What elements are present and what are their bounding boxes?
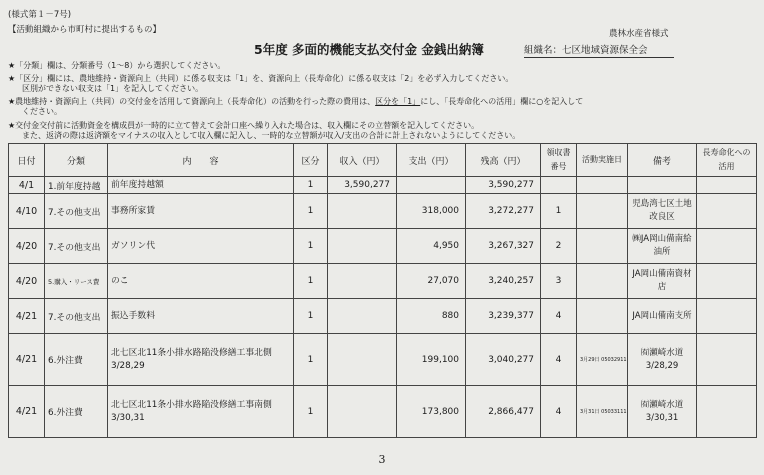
- col-activity-date: 活動実施日: [577, 144, 628, 177]
- row-date: 4/20: [9, 264, 45, 299]
- row-content: 北七区北11条小排水路陥没修繕工事南側3/30,31: [108, 386, 294, 438]
- row-income: [328, 299, 397, 334]
- row-income: [328, 334, 397, 386]
- row-activity-date: [577, 264, 628, 299]
- row-receipt-no: 3: [541, 264, 577, 299]
- row-activity-date: [577, 194, 628, 229]
- row-division: 1: [294, 229, 328, 264]
- row-balance: 3,239,377: [466, 299, 541, 334]
- page-number: 3: [378, 453, 386, 466]
- ministry-format: 農林水産省様式: [609, 29, 669, 39]
- row-expense: 4,950: [397, 229, 466, 264]
- row-expense: 318,000: [397, 194, 466, 229]
- note-advance-sub: また、返済の際は返済額をマイナスの収入として収入欄に記入し、一時的な立替額が収入/支出の合計に計上されないようにしてください。: [22, 131, 521, 140]
- organization: [524, 42, 674, 58]
- row-division: 1: [294, 264, 328, 299]
- row-category: 7.その他支出: [45, 229, 108, 264]
- row-expense: 880: [397, 299, 466, 334]
- row-balance: 3,272,277: [466, 194, 541, 229]
- row-balance: 3,240,257: [466, 264, 541, 299]
- row-category: 5.購入・リース費: [45, 264, 108, 299]
- row-content: のこ: [108, 264, 294, 299]
- row-income: [328, 386, 397, 438]
- row-category: 7.その他支出: [45, 299, 108, 334]
- row-balance: 3,040,277: [466, 334, 541, 386]
- table-row: [9, 264, 757, 299]
- row-date: 4/21: [9, 299, 45, 334]
- note-category: ★「分類」欄は、分類番号（1～8）から選択してください。: [8, 61, 226, 70]
- col-content: 内 容: [108, 144, 294, 177]
- note-division-sub: 区別ができない収支は「1」を記入してください。: [22, 84, 204, 93]
- row-longevity: [697, 264, 757, 299]
- row-receipt-no: 2: [541, 229, 577, 264]
- row-content: 前年度持越額: [108, 177, 294, 194]
- note-longevity-underline: 区分を「1」: [375, 97, 421, 106]
- row-longevity: [697, 229, 757, 264]
- row-category: 1.前年度持越: [45, 177, 108, 194]
- row-category: 7.その他支出: [45, 194, 108, 229]
- row-receipt-no: 1: [541, 194, 577, 229]
- row-content: 振込手数料: [108, 299, 294, 334]
- row-remarks: 児島湾七区土地改良区: [628, 194, 697, 229]
- table-row: [9, 229, 757, 264]
- row-balance: 3,267,327: [466, 229, 541, 264]
- table-row: [9, 386, 757, 438]
- row-remarks: ㈱JA岡山備南給油所: [628, 229, 697, 264]
- row-category: 6.外注費: [45, 334, 108, 386]
- row-longevity: [697, 194, 757, 229]
- row-longevity: [697, 299, 757, 334]
- row-date: 4/21: [9, 386, 45, 438]
- note-longevity: [8, 97, 583, 107]
- header-row: [9, 144, 757, 177]
- row-receipt-no: 4: [541, 334, 577, 386]
- col-longevity: 長寿命化への活用: [697, 144, 757, 177]
- row-remarks: ㈲瀬崎水道3/30,31: [628, 386, 697, 438]
- row-activity-date: [577, 229, 628, 264]
- row-division: 1: [294, 177, 328, 194]
- row-activity-date: 3月29日 05032911: [577, 334, 628, 386]
- row-income: [328, 264, 397, 299]
- note-advance: ★交付金交付前に活動資金を構成員が一時的に立て替えて会計口座へ繰り入れた場合は、収入欄にその立替額を記入してください。: [8, 121, 480, 130]
- row-date: 4/1: [9, 177, 45, 194]
- row-balance: 3,590,277: [466, 177, 541, 194]
- row-expense: [397, 177, 466, 194]
- submit-note: 【活動組織から市町村に提出するもの】: [8, 25, 162, 35]
- row-division: 1: [294, 386, 328, 438]
- row-income: [328, 194, 397, 229]
- row-longevity: [697, 334, 757, 386]
- row-receipt-no: [541, 177, 577, 194]
- page-title: 5年度 多面的機能支払交付金 金銭出納簿: [254, 42, 484, 57]
- table-row: [9, 177, 757, 194]
- col-remarks: 備考: [628, 144, 697, 177]
- note-longevity-post: にし、「長寿命化への活用」欄に○を記入して: [420, 97, 584, 106]
- row-expense: 199,100: [397, 334, 466, 386]
- row-category: 6.外注費: [45, 386, 108, 438]
- col-date: 日付: [9, 144, 45, 177]
- row-income: 3,590,277: [328, 177, 397, 194]
- form-number: (様式第１－7号): [8, 10, 72, 20]
- row-remarks: JA岡山備南支所: [628, 299, 697, 334]
- col-expense: 支出（円）: [397, 144, 466, 177]
- row-content: 事務所家賃: [108, 194, 294, 229]
- row-receipt-no: 4: [541, 386, 577, 438]
- row-activity-date: 3月31日 05033111: [577, 386, 628, 438]
- row-date: 4/10: [9, 194, 45, 229]
- row-division: 1: [294, 194, 328, 229]
- row-content: ガソリン代: [108, 229, 294, 264]
- row-activity-date: [577, 299, 628, 334]
- note-longevity-sub: ください。: [22, 107, 62, 116]
- table-row: [9, 334, 757, 386]
- col-division: 区分: [294, 144, 328, 177]
- row-income: [328, 229, 397, 264]
- row-longevity: [697, 177, 757, 194]
- row-expense: 173,800: [397, 386, 466, 438]
- col-balance: 残高（円）: [466, 144, 541, 177]
- table-row: [9, 299, 757, 334]
- org-name: 七区地域資源保全会: [562, 45, 648, 56]
- col-income: 収入（円）: [328, 144, 397, 177]
- col-receipt-no: 領収書番号: [541, 144, 577, 177]
- row-date: 4/20: [9, 229, 45, 264]
- row-remarks: JA岡山備南資材店: [628, 264, 697, 299]
- row-remarks: ㈲瀬崎水道3/28,29: [628, 334, 697, 386]
- row-receipt-no: 4: [541, 299, 577, 334]
- col-category: 分類: [45, 144, 108, 177]
- row-longevity: [697, 386, 757, 438]
- ledger-table: [8, 143, 757, 438]
- note-longevity-pre: ★農地維持・資源向上（共同）の交付金を活用して資源向上（長寿命化）の活動を行った際の費用は、: [8, 97, 376, 106]
- row-expense: 27,070: [397, 264, 466, 299]
- table-row: [9, 194, 757, 229]
- row-balance: 2,866,477: [466, 386, 541, 438]
- row-activity-date: [577, 177, 628, 194]
- row-remarks: [628, 177, 697, 194]
- row-division: 1: [294, 299, 328, 334]
- row-division: 1: [294, 334, 328, 386]
- org-label: 組織名：: [524, 45, 563, 56]
- row-content: 北七区北11条小排水路陥没修繕工事北側3/28,29: [108, 334, 294, 386]
- row-date: 4/21: [9, 334, 45, 386]
- note-division: ★「区分」欄には、農地維持・資源向上（共同）に係る収支は「1」を、資源向上（長寿命化）に係る収支は「2」を必ず入力してください。: [8, 74, 514, 83]
